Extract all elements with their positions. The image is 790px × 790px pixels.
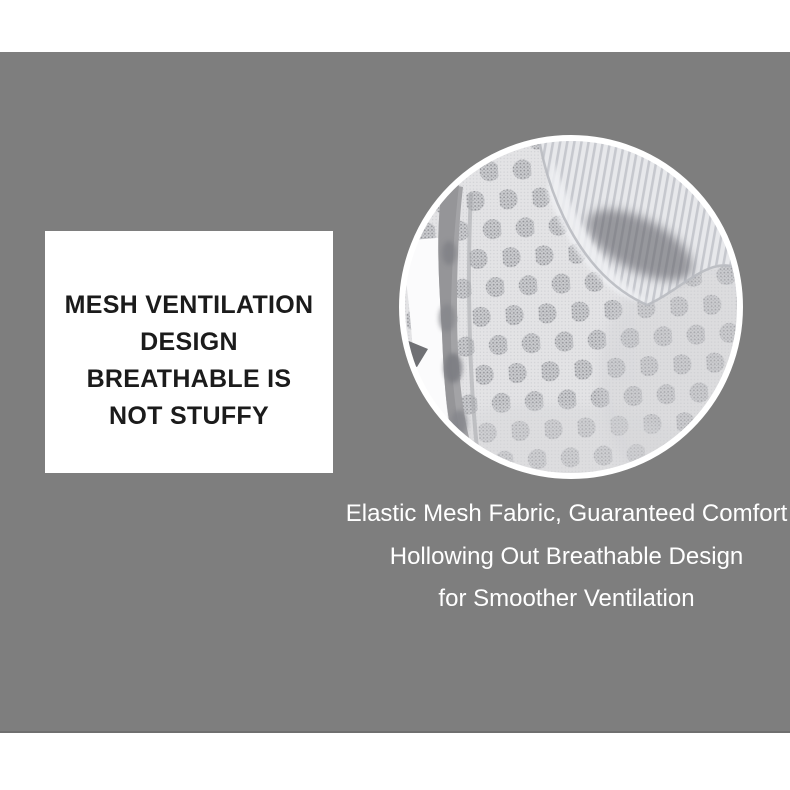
info-line-3: BREATHABLE IS xyxy=(86,364,292,393)
caption-line-1: Elastic Mesh Fabric, Guaranteed Comfort xyxy=(345,500,788,527)
fabric-closeup-photo xyxy=(397,133,745,481)
gray-background-band xyxy=(0,52,790,733)
info-box xyxy=(45,231,333,473)
caption xyxy=(343,493,790,621)
info-line-1: MESH VENTILATION xyxy=(64,290,314,319)
info-line-2: DESIGN xyxy=(140,327,238,356)
caption-line-3: for Smoother Ventilation xyxy=(438,585,695,612)
info-line-4: NOT STUFFY xyxy=(109,401,269,430)
caption-line-2: Hollowing Out Breathable Design xyxy=(389,542,744,570)
